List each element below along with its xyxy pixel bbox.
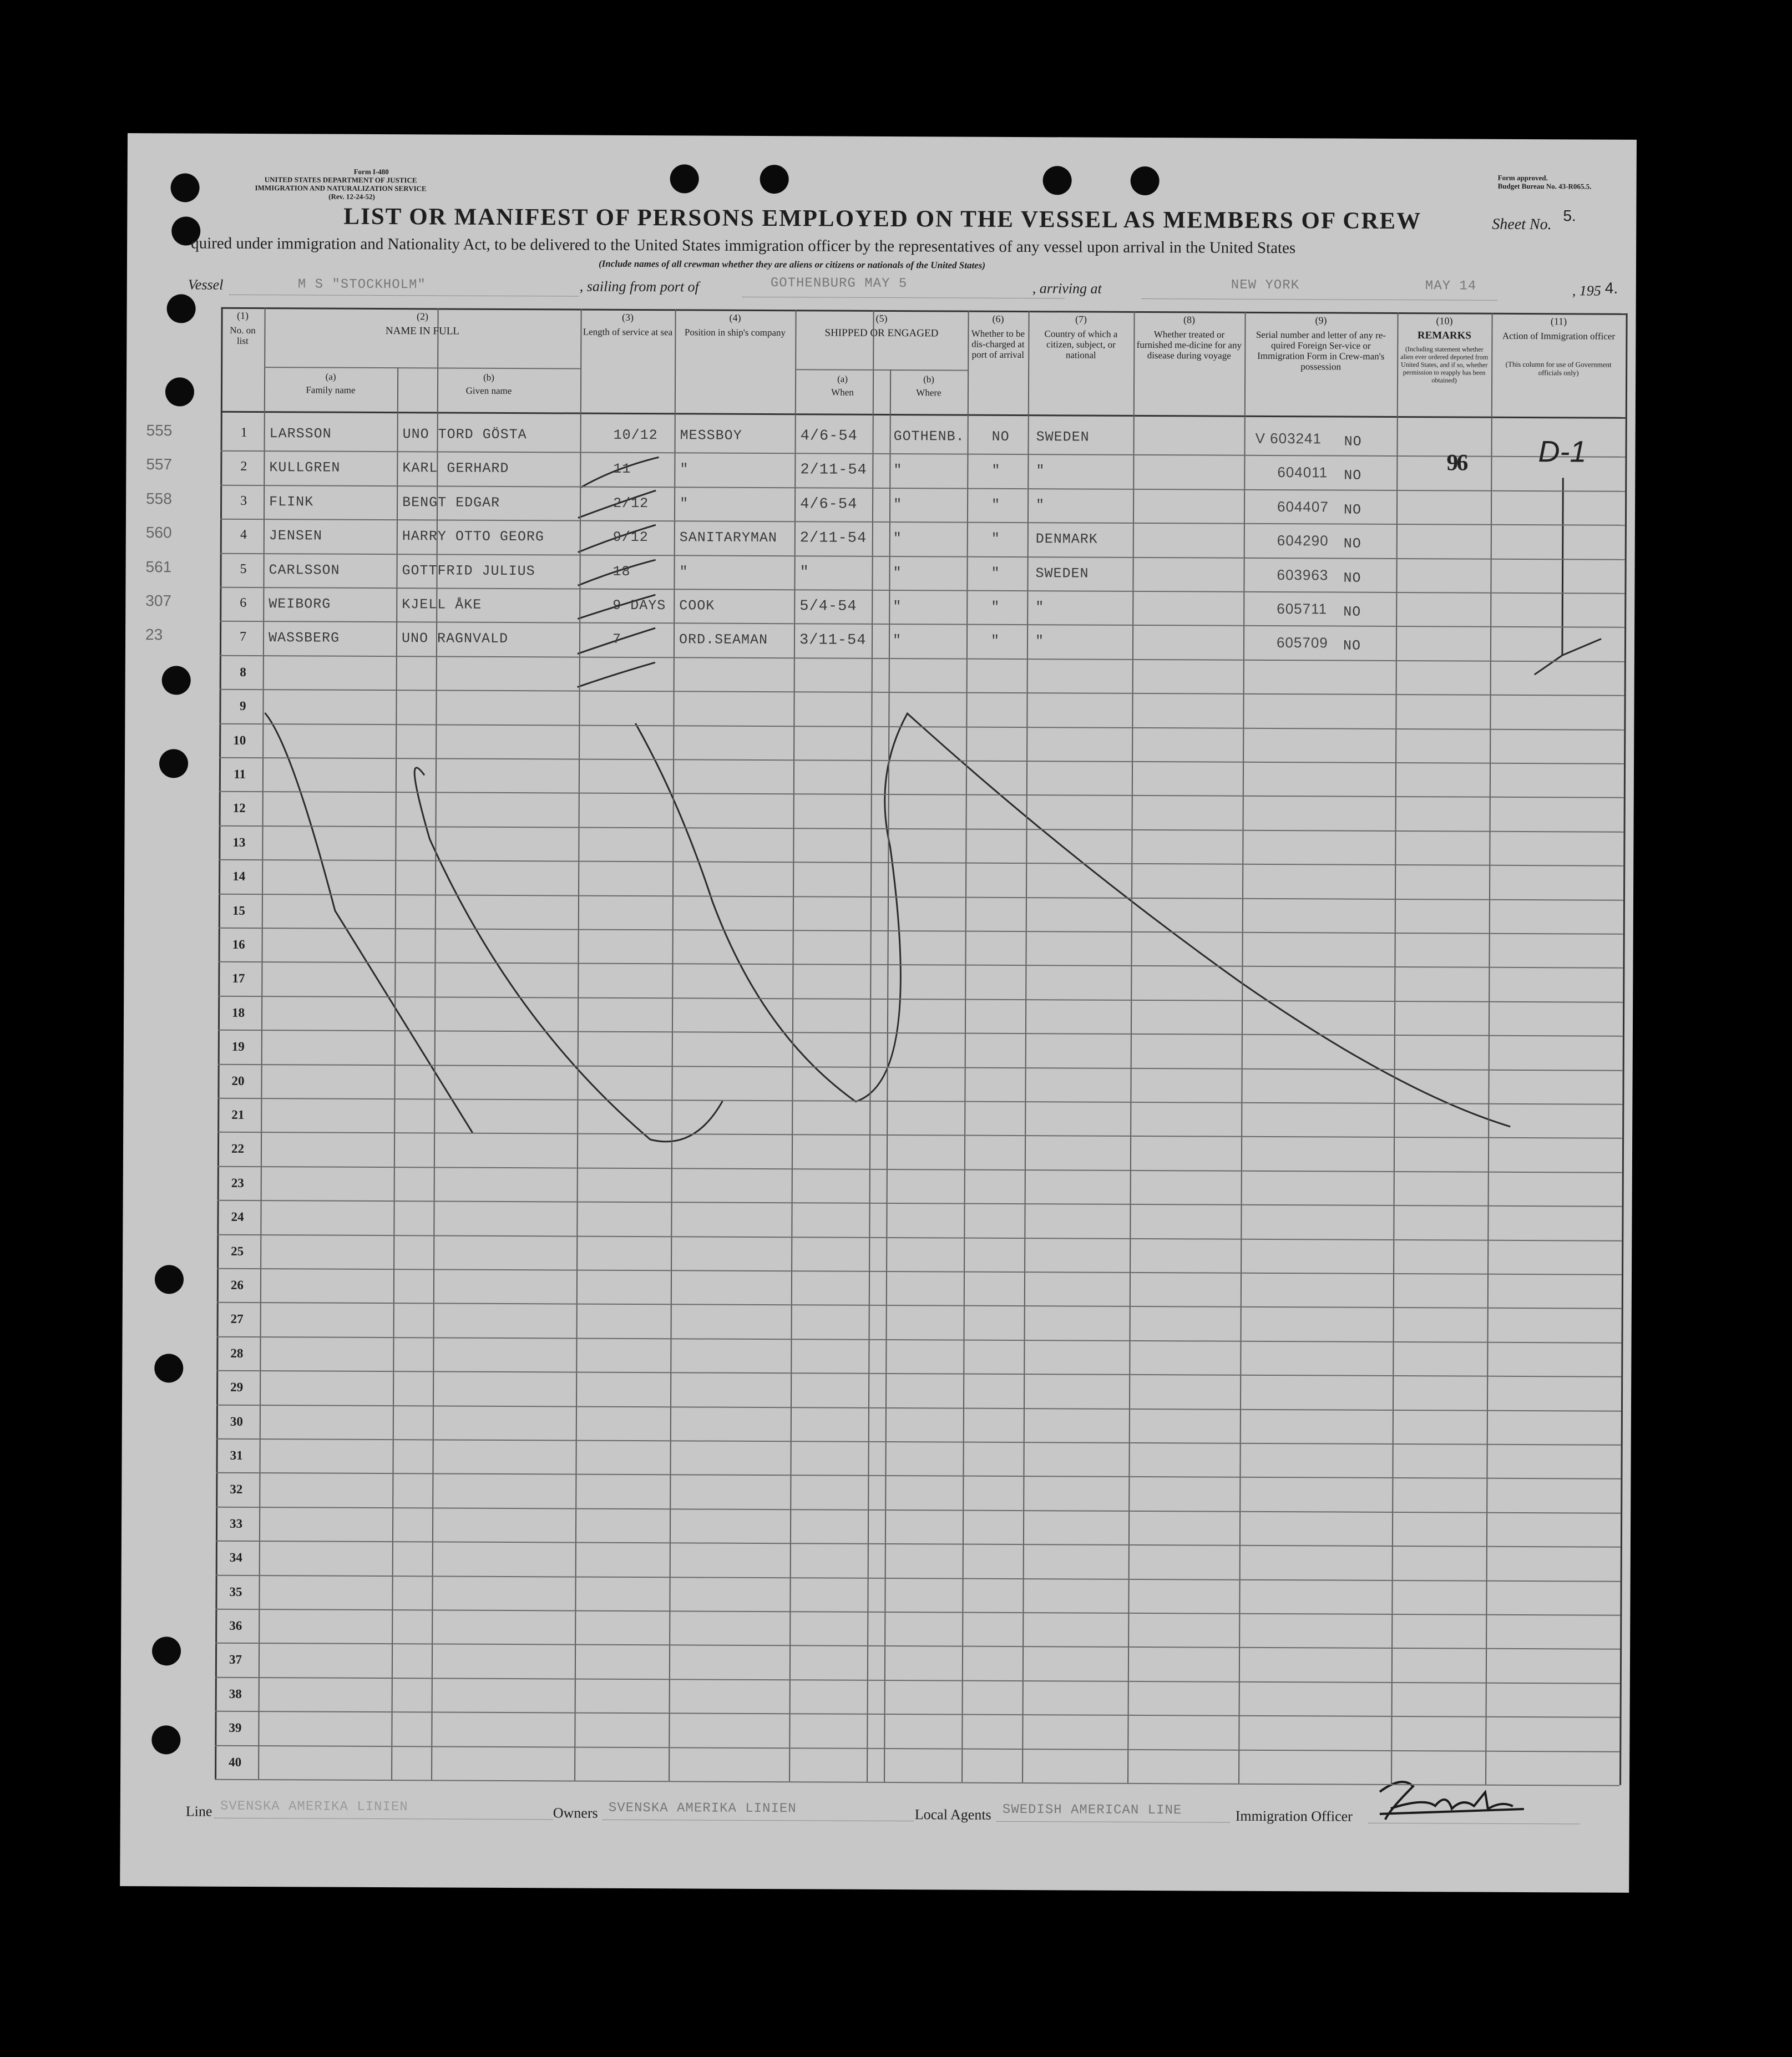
row-number: 19	[231, 1040, 245, 1054]
position: "	[680, 461, 689, 478]
service: IMMIGRATION AND NATURALIZATION SERVICE	[255, 184, 427, 193]
discharge: "	[991, 496, 1001, 513]
manifest-sheet	[120, 133, 1637, 1893]
remarks: NO	[1343, 604, 1361, 620]
margin-number: 560	[145, 524, 172, 541]
position: "	[680, 495, 689, 512]
void-stroke	[263, 713, 474, 1133]
margin-number: 555	[146, 422, 173, 439]
column-number-11: (11)	[1550, 316, 1567, 327]
position: "	[679, 563, 689, 580]
sailing-label: , sailing from port of	[579, 278, 699, 295]
shipped-when: 4/6-54	[800, 496, 858, 513]
row-number: 6	[240, 595, 247, 610]
row-number: 29	[230, 1380, 244, 1395]
row-number: 21	[231, 1107, 245, 1122]
shipped-when: 2/11-54	[799, 530, 867, 548]
column-header-11: Action of Immigration officer	[1502, 330, 1616, 342]
approval: Form approved.	[1497, 173, 1548, 183]
row-number: 34	[229, 1551, 242, 1565]
shipped-when: 4/6-54	[800, 428, 858, 445]
serial-number: 603963	[1277, 566, 1329, 584]
row-number: 8	[240, 665, 246, 679]
country: "	[1036, 463, 1045, 479]
row-number: 18	[232, 1005, 245, 1020]
column-number-3: (3)	[622, 311, 634, 323]
action-bracket	[1535, 478, 1602, 675]
serial-number: 605709	[1276, 634, 1328, 651]
given-name: GOTTFRID JULIUS	[402, 562, 535, 579]
shipped-when: "	[799, 564, 809, 581]
remarks-annotation: 96	[1446, 450, 1467, 476]
discharge: "	[990, 633, 1000, 650]
row-number: 35	[229, 1584, 242, 1599]
country: SWEDEN	[1035, 565, 1089, 582]
family-name: KULLGREN	[269, 459, 341, 477]
length-of-service: 11	[613, 461, 631, 478]
serial-number: V 603241	[1255, 429, 1322, 447]
remarks: NO	[1343, 570, 1361, 586]
family-name: CARLSSON	[269, 561, 340, 579]
subtitle: quired under immigration and Nationality Act, to be delivered to the United States immigration officer by the representatives of any vessel upon arrival in the United States	[191, 234, 1296, 257]
row-number: 2	[240, 459, 247, 474]
column-header-2: NAME IN FULL	[385, 325, 459, 337]
remarks: NO	[1344, 433, 1362, 450]
department: UNITED STATES DEPARTMENT OF JUSTICE	[264, 175, 417, 185]
column-header-10: REMARKS	[1417, 330, 1472, 342]
serial-number: 604407	[1277, 498, 1329, 515]
serial-number: 604290	[1277, 532, 1329, 549]
row-number: 27	[230, 1312, 244, 1326]
row-number: 14	[232, 869, 246, 884]
row-number: 37	[229, 1653, 242, 1667]
arriving-at: NEW YORK	[1231, 277, 1300, 293]
family-name: WEIBORG	[269, 596, 331, 612]
length-of-service: 18	[612, 563, 631, 580]
officer-label: Immigration Officer	[1235, 1807, 1353, 1825]
given-name: BENGT EDGAR	[402, 494, 500, 511]
country: "	[1036, 496, 1045, 514]
arriving-label: , arriving at	[1032, 280, 1102, 297]
row-number: 32	[230, 1482, 243, 1497]
budget: Budget Bureau No. 43-R065.5.	[1497, 181, 1592, 191]
row-number: 13	[232, 835, 246, 849]
column-header-8: Whether treated or furnished me-dicine for any disease during voyage	[1136, 329, 1242, 361]
subheader-where: Where	[916, 387, 941, 398]
margin-number: 307	[145, 592, 172, 610]
family-name: JENSEN	[269, 528, 322, 544]
row-number: 30	[230, 1414, 243, 1428]
remarks: NO	[1343, 637, 1361, 655]
row-number: 17	[232, 971, 245, 986]
column-number-1: (1)	[237, 310, 249, 321]
given-name: KJELL ÅKE	[402, 596, 482, 613]
arrival-date: MAY 14	[1425, 278, 1477, 294]
family-name: LARSSON	[269, 425, 332, 442]
agents-value: SWEDISH AMERICAN LINE	[1002, 1802, 1182, 1818]
position: COOK	[679, 597, 715, 614]
remarks: NO	[1343, 535, 1361, 552]
serial-number: 604011	[1277, 464, 1328, 481]
row-number: 20	[231, 1073, 245, 1088]
column-number-6: (6)	[992, 313, 1004, 325]
shipped-where: "	[893, 599, 902, 615]
column-number-9: (9)	[1315, 315, 1327, 326]
remarks-note: (Including statement whether alien ever ordered deported from United States, and if so, whether permission to reapply has been obtained)	[1400, 345, 1489, 384]
given-name: HARRY OTTO GEORG	[402, 528, 544, 545]
agents-label: Local Agents	[914, 1806, 991, 1823]
remarks: NO	[1343, 501, 1362, 518]
row-number: 40	[229, 1755, 242, 1769]
length-of-service: 9 DAYS	[612, 597, 666, 614]
column-header-7: Country of which a citizen, subject, or national	[1044, 328, 1118, 361]
sailing-from: GOTHENBURG MAY 5	[770, 276, 908, 292]
country: "	[1035, 599, 1045, 616]
row-number: 31	[230, 1448, 243, 1462]
shipped-when: 2/11-54	[800, 462, 867, 479]
column-number-5: (5)	[875, 312, 888, 324]
vessel-label: Vessel	[188, 276, 224, 293]
column-number-2: (2)	[417, 311, 429, 322]
row-number: 23	[231, 1176, 244, 1190]
row-number: 36	[229, 1618, 242, 1633]
void-stroke	[634, 712, 1512, 1127]
row-number: 1	[240, 425, 247, 440]
serial-number: 605711	[1277, 600, 1328, 617]
year-suffix: 4.	[1604, 279, 1618, 297]
position: SANITARYMAN	[679, 529, 777, 546]
position: MESSBOY	[680, 427, 742, 444]
row-number: 28	[230, 1346, 244, 1360]
row-number: 9	[239, 699, 246, 713]
strike-mark	[578, 662, 655, 688]
column-number-10: (10)	[1436, 315, 1453, 327]
row-number: 10	[233, 733, 246, 747]
position: ORD.SEAMAN	[679, 631, 768, 648]
remarks: NO	[1344, 467, 1362, 484]
shipped-where: GOTHENB.	[893, 428, 965, 445]
action-note: (This column for use of Government officials only)	[1505, 359, 1612, 377]
shipped-where: "	[893, 564, 902, 581]
length-of-service: 2/12	[613, 495, 649, 511]
shipped-where: "	[892, 632, 902, 649]
margin-number: 561	[145, 558, 172, 575]
discharge: "	[991, 565, 1000, 581]
line-value: SVENSKA AMERIKA LINIEN	[220, 1798, 408, 1815]
column-number-8: (8)	[1183, 314, 1196, 326]
void-stroke	[413, 768, 724, 1142]
row-number: 33	[230, 1516, 243, 1531]
owners-value: SVENSKA AMERIKA LINIEN	[608, 1800, 797, 1817]
discharge: NO	[991, 428, 1010, 445]
row-number: 5	[240, 561, 247, 576]
row-number: 7	[239, 630, 247, 645]
shipped-where: "	[893, 496, 903, 513]
row-number: 4	[240, 528, 247, 543]
length-of-service: 7	[612, 631, 622, 648]
subheader-given: Given name	[465, 385, 512, 397]
column-header-1: No. on list	[230, 325, 256, 346]
sheet-label: Sheet No.	[1492, 215, 1552, 234]
row-number: 11	[234, 767, 246, 781]
country: SWEDEN	[1036, 429, 1090, 445]
given-name: KARL GERHARD	[402, 460, 509, 477]
sheet-number: 5.	[1563, 207, 1576, 225]
row-number: 24	[231, 1210, 244, 1224]
discharge: "	[991, 463, 1001, 479]
discharge: "	[991, 599, 1000, 615]
owners-label: Owners	[553, 1805, 598, 1821]
column-header-9: Serial number and letter of any re-quired Foreign Ser-vice or Immigration Form in Crew-man's possession	[1256, 329, 1386, 372]
column-number-7: (7)	[1075, 313, 1087, 325]
year-prefix: , 195	[1572, 282, 1601, 299]
given-name: UNO TORD GÖSTA	[402, 426, 527, 443]
margin-number: 23	[145, 626, 163, 644]
row-number: 15	[232, 903, 245, 918]
column-header-3: Length of service at sea	[583, 326, 673, 338]
row-number: 16	[232, 937, 245, 951]
margin-number: 558	[146, 489, 172, 508]
row-number: 26	[230, 1278, 244, 1292]
officer-signature	[1369, 1775, 1535, 1826]
discharge: "	[991, 530, 1000, 548]
country: DENMARK	[1035, 531, 1098, 548]
subheader-family: Family name	[306, 384, 356, 396]
row-number: 25	[231, 1244, 244, 1258]
revision: (Rev. 12-24-52)	[328, 192, 375, 201]
row-number: 3	[240, 493, 247, 508]
subheader-given-letter: (b)	[483, 372, 495, 383]
shipped-when: 3/11-54	[799, 632, 867, 650]
column-header-6: Whether to be dis-charged at port of arrival	[971, 328, 1025, 361]
row-number: 39	[229, 1721, 242, 1735]
given-name: UNO RAGNVALD	[401, 630, 509, 647]
action-annotation: D-1	[1538, 435, 1587, 469]
subheader-when: When	[831, 387, 854, 398]
column-header-4: Position in ship's company	[684, 327, 786, 338]
row-number: 22	[231, 1142, 245, 1156]
note: (Include names of all crewman whether they are aliens or citizens or nationals of the United States)	[598, 258, 986, 271]
form-number: Form I-480	[353, 167, 389, 176]
family-name: WASSBERG	[268, 630, 340, 647]
subheader-where-letter: (b)	[923, 374, 935, 385]
row-number: 38	[229, 1686, 242, 1701]
shipped-when: 5/4-54	[799, 598, 857, 615]
vessel-name: M S "STOCKHOLM"	[297, 277, 426, 293]
family-name: FLINK	[269, 493, 314, 510]
subheader-when-letter: (a)	[837, 373, 848, 384]
subheader-family-letter: (a)	[325, 371, 336, 382]
column-number-4: (4)	[729, 312, 741, 323]
country: "	[1035, 633, 1045, 650]
line-label: Line	[185, 1803, 212, 1820]
length-of-service: 10/12	[613, 427, 658, 444]
shipped-where: "	[893, 530, 902, 547]
length-of-service: 9/12	[612, 529, 649, 546]
shipped-where: "	[893, 462, 903, 479]
page-title: LIST OR MANIFEST OF PERSONS EMPLOYED ON THE VESSEL AS MEMBERS OF CREW	[343, 203, 1422, 235]
row-number: 12	[232, 801, 246, 815]
margin-number: 557	[146, 455, 173, 473]
column-header-5: SHIPPED OR ENGAGED	[824, 327, 939, 340]
